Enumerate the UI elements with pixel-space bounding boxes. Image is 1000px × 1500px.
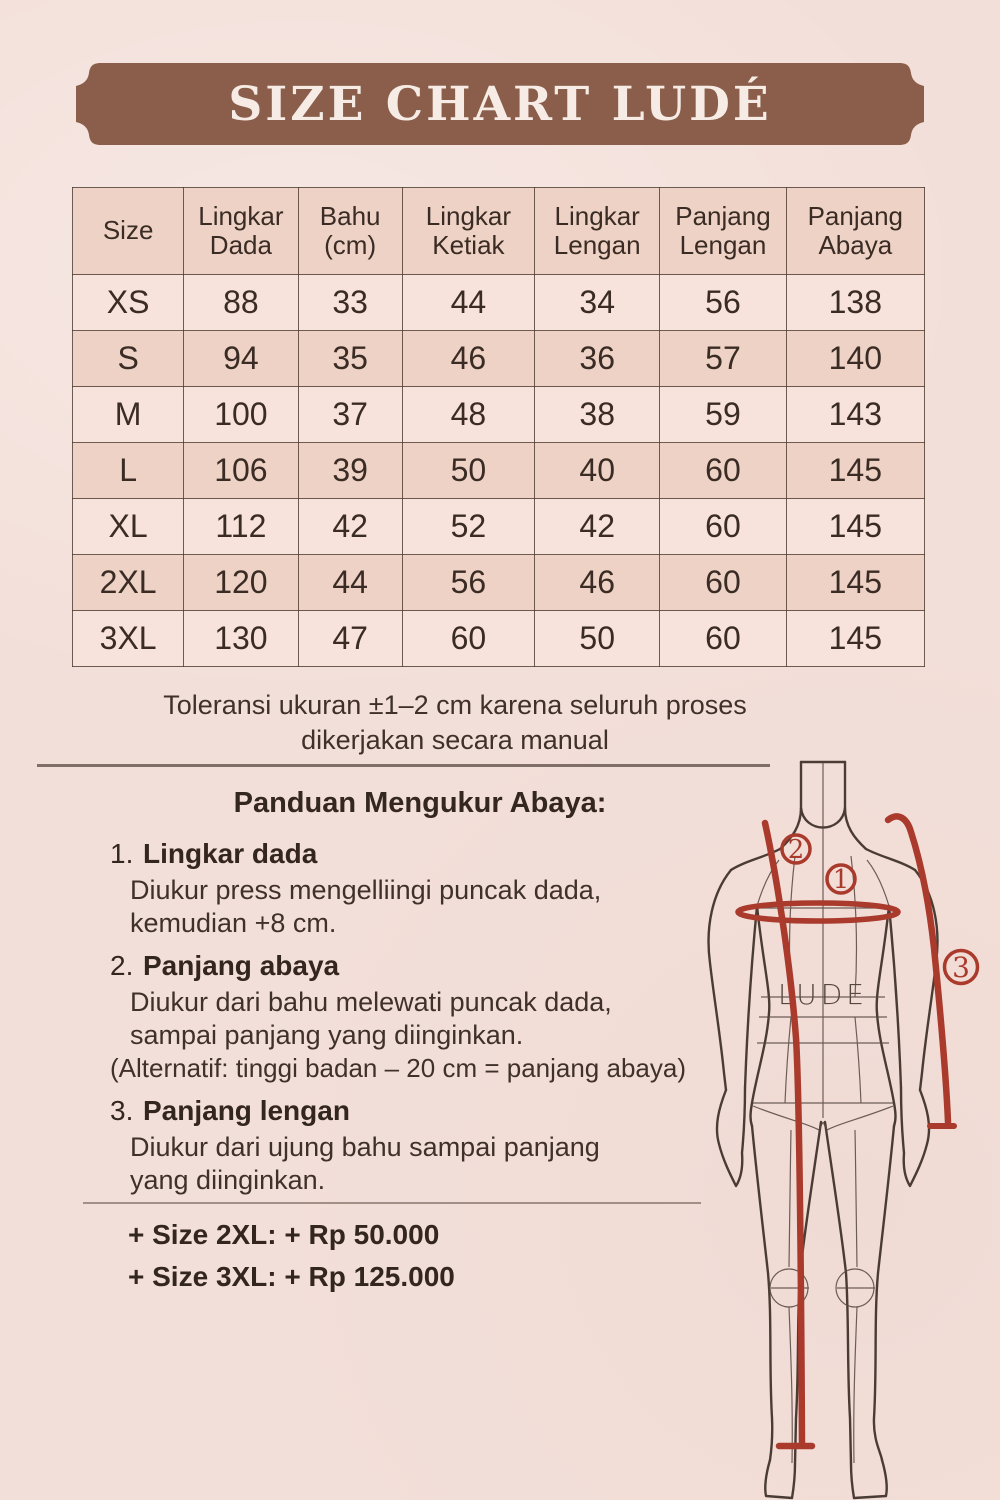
value-cell: 56 (660, 275, 786, 331)
value-cell: 145 (786, 443, 924, 499)
item-description-line: kemudian +8 cm. (130, 908, 337, 938)
size-cell: L (73, 443, 184, 499)
table-row (73, 555, 925, 611)
value-cell: 33 (298, 275, 402, 331)
value-cell: 42 (535, 499, 660, 555)
item-title: Lingkar dada (143, 838, 318, 869)
size-cell: M (73, 387, 184, 443)
value-cell: 50 (535, 611, 660, 667)
value-cell: 44 (298, 555, 402, 611)
tolerance-line-2: dikerjakan secara manual (301, 725, 609, 755)
item-title: Panjang lengan (143, 1095, 350, 1126)
value-cell: 34 (535, 275, 660, 331)
value-cell: 39 (298, 443, 402, 499)
value-cell: 46 (402, 331, 534, 387)
value-cell: 40 (535, 443, 660, 499)
guide-item-panjang-lengan (110, 1095, 710, 1197)
value-cell: 94 (184, 331, 298, 387)
section-divider (83, 1202, 701, 1204)
item-description-line: Diukur press mengelliingi puncak dada, (130, 875, 602, 905)
item-description-line: Diukur dari ujung bahu sampai panjang (130, 1132, 600, 1162)
title-banner (75, 60, 925, 148)
value-cell: 145 (786, 499, 924, 555)
guide-heading: Panduan Mengukur Abaya: (233, 787, 607, 819)
value-cell: 38 (535, 387, 660, 443)
column-header: Bahu (cm) (298, 188, 402, 275)
size-cell: 3XL (73, 611, 184, 667)
value-cell: 106 (184, 443, 298, 499)
item-number: 3. (110, 1095, 134, 1126)
size-cell: XS (73, 275, 184, 331)
guide-list (110, 838, 710, 1207)
value-cell: 52 (402, 499, 534, 555)
item-title: Panjang abaya (143, 950, 340, 981)
size-cell: 2XL (73, 555, 184, 611)
guide-item-panjang-abaya (110, 950, 710, 1085)
value-cell: 59 (660, 387, 786, 443)
value-cell: 44 (402, 275, 534, 331)
value-cell: 60 (402, 611, 534, 667)
annotation-3-label: 3 (952, 951, 970, 984)
value-cell: 60 (660, 555, 786, 611)
chest-measure-line (738, 903, 898, 921)
column-header: Panjang Abaya (786, 188, 924, 275)
brand-mark: LUDE (778, 978, 868, 1011)
value-cell: 100 (184, 387, 298, 443)
value-cell: 57 (660, 331, 786, 387)
value-cell: 50 (402, 443, 534, 499)
item-alternative-note: (Alternatif: tinggi badan – 20 cm = panjang abaya) (110, 1053, 686, 1083)
value-cell: 138 (786, 275, 924, 331)
value-cell: 46 (535, 555, 660, 611)
value-cell: 145 (786, 611, 924, 667)
annotation-2-label: 2 (787, 835, 805, 865)
table-row (73, 443, 925, 499)
item-number: 1. (110, 838, 134, 869)
surcharge-note (128, 1214, 455, 1298)
item-description-line: sampai panjang yang diinginkan. (130, 1020, 524, 1050)
item-description-line: yang diinginkan. (130, 1165, 326, 1195)
size-chart-table (72, 187, 925, 667)
value-cell: 35 (298, 331, 402, 387)
value-cell: 42 (298, 499, 402, 555)
surcharge-3xl: + Size 3XL: + Rp 125.000 (128, 1261, 455, 1292)
value-cell: 88 (184, 275, 298, 331)
value-cell: 120 (184, 555, 298, 611)
value-cell: 36 (535, 331, 660, 387)
table-header-row (73, 188, 925, 275)
guide-item-lingkar-dada (110, 838, 710, 940)
value-cell: 56 (402, 555, 534, 611)
tolerance-line-1: Toleransi ukuran ±1–2 cm karena seluruh proses (163, 690, 747, 720)
body-measurement-figure (695, 758, 1000, 1500)
size-cell: S (73, 331, 184, 387)
value-cell: 60 (660, 443, 786, 499)
table-row (73, 499, 925, 555)
value-cell: 112 (184, 499, 298, 555)
column-header: Lingkar Lengan (535, 188, 660, 275)
column-header: Panjang Lengan (660, 188, 786, 275)
column-header: Size (73, 188, 184, 275)
value-cell: 60 (660, 499, 786, 555)
value-cell: 130 (184, 611, 298, 667)
value-cell: 60 (660, 611, 786, 667)
column-header: Lingkar Dada (184, 188, 298, 275)
value-cell: 145 (786, 555, 924, 611)
column-header: Lingkar Ketiak (402, 188, 534, 275)
value-cell: 37 (298, 387, 402, 443)
page-title: SIZE CHART LUDÉ (228, 76, 772, 132)
item-description-line: Diukur dari bahu melewati puncak dada, (130, 987, 612, 1017)
table-row (73, 387, 925, 443)
section-divider (37, 764, 770, 767)
annotation-1-label: 1 (832, 865, 850, 895)
item-number: 2. (110, 950, 134, 981)
tolerance-note (95, 688, 815, 758)
value-cell: 47 (298, 611, 402, 667)
value-cell: 140 (786, 331, 924, 387)
size-cell: XL (73, 499, 184, 555)
value-cell: 48 (402, 387, 534, 443)
value-cell: 143 (786, 387, 924, 443)
surcharge-2xl: + Size 2XL: + Rp 50.000 (128, 1219, 440, 1250)
table-row (73, 331, 925, 387)
table-row (73, 611, 925, 667)
table-row (73, 275, 925, 331)
guide-lines (745, 762, 893, 1463)
